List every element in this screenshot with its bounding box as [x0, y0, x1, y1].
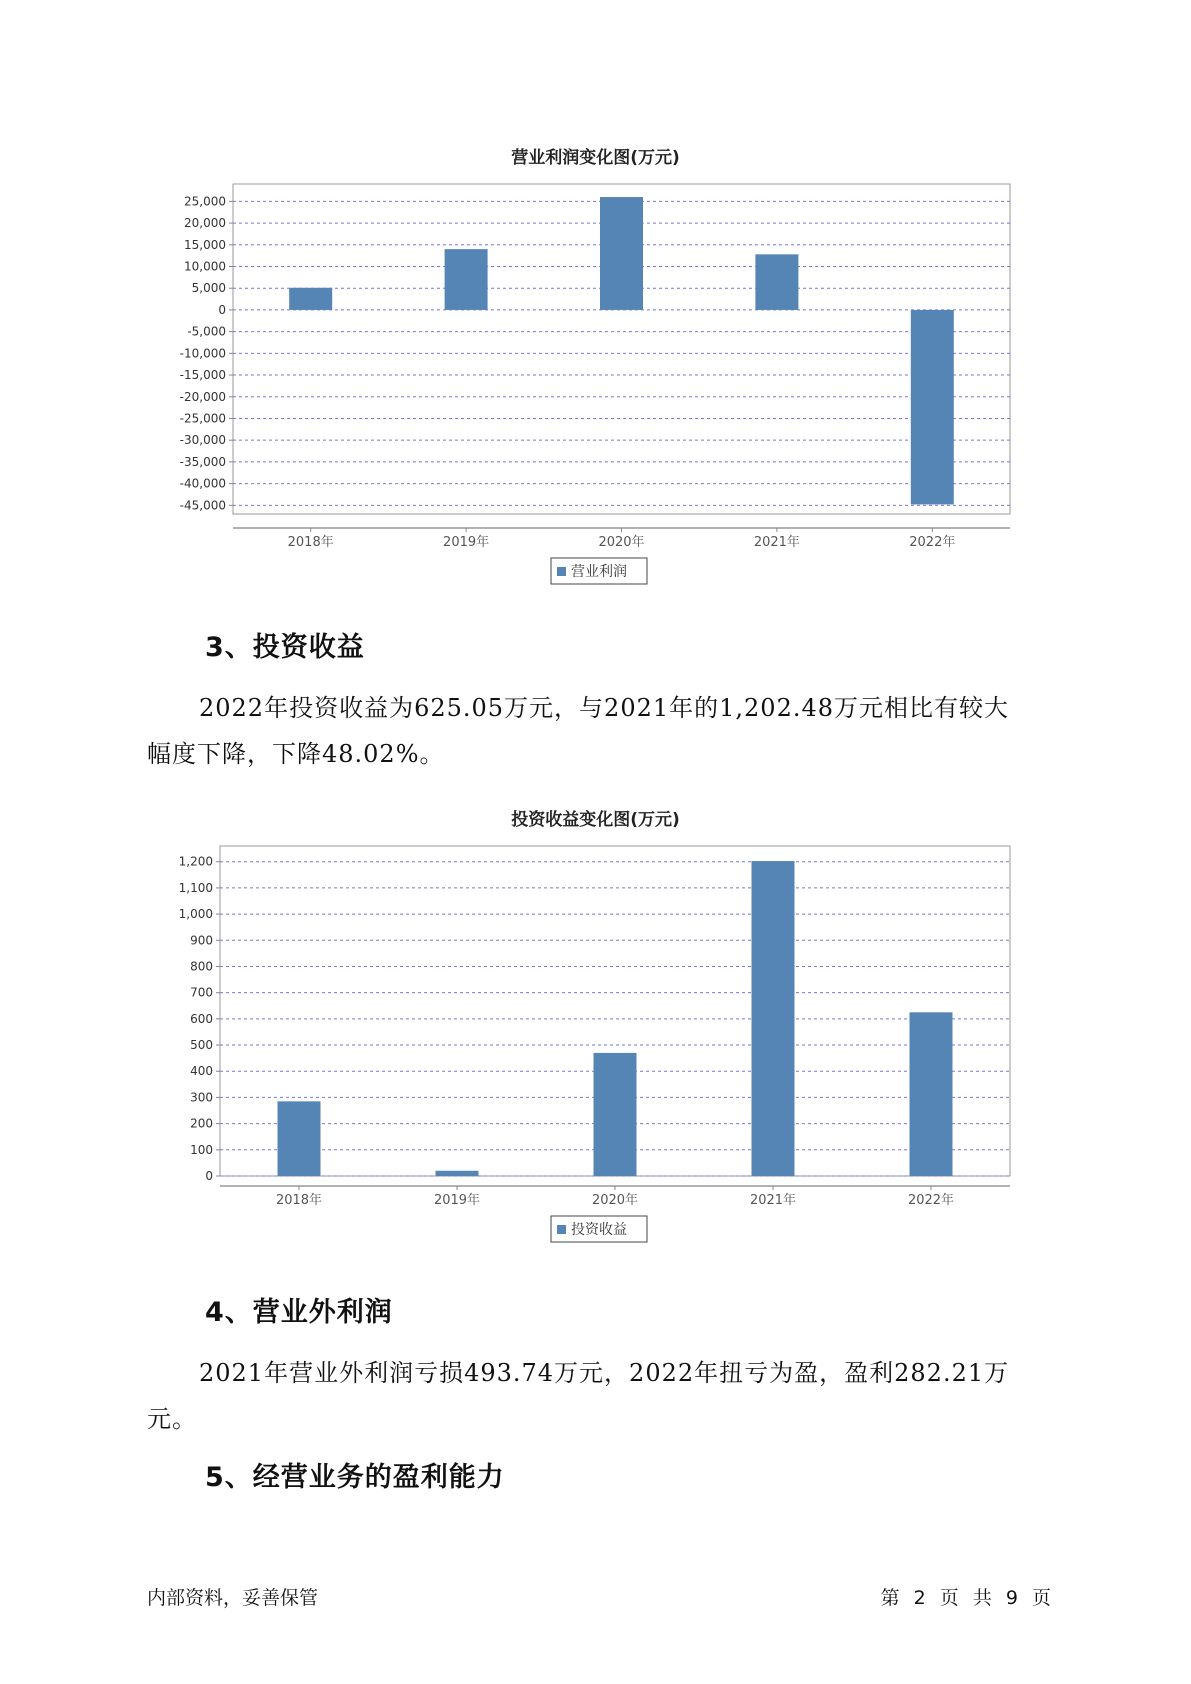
legend-swatch	[557, 1225, 566, 1234]
y-tick-label: 1,100	[178, 880, 213, 895]
y-tick-label: -25,000	[179, 411, 226, 426]
footer-page-number: 第 2 页 共 9 页	[880, 1587, 1051, 1609]
y-tick-label: -30,000	[179, 433, 226, 448]
bar	[911, 310, 954, 505]
y-tick-label: 100	[190, 1142, 213, 1157]
x-tick-label: 2022年	[907, 1193, 955, 1208]
bar	[594, 1053, 637, 1176]
y-tick-label: 0	[218, 302, 226, 317]
x-tick-label: 2022年	[909, 535, 956, 550]
section-heading-business-profitability: 5、经营业务的盈利能力	[205, 1462, 505, 1493]
x-tick-label: 2020年	[591, 1193, 639, 1208]
paragraph-line: 2022年投资收益为625.05万元，与2021年的1,202.48万元相比有较大	[199, 694, 1010, 722]
paragraph-non-operating-profit	[147, 1350, 1047, 1442]
y-tick-label: -15,000	[179, 368, 226, 383]
bar	[600, 197, 643, 310]
y-tick-label: 300	[190, 1090, 213, 1105]
legend-label: 投资收益	[571, 1222, 627, 1238]
bar	[755, 254, 798, 310]
legend-swatch	[557, 567, 566, 576]
chart-title-investment-income: 投资收益变化图(万元)	[511, 810, 680, 830]
legend-label: 营业利润	[571, 564, 627, 580]
y-tick-label: -10,000	[179, 346, 226, 361]
y-tick-label: 500	[190, 1038, 213, 1053]
paragraph-line: 元。	[147, 1405, 197, 1433]
x-tick-label: 2018年	[275, 1193, 323, 1208]
paragraph-line: 2021年营业外利润亏损493.74万元，2022年扭亏为盈，盈利282.21万	[199, 1359, 1010, 1387]
y-tick-label: -45,000	[179, 498, 226, 513]
y-tick-label: 20,000	[184, 216, 226, 231]
section-heading-investment-income: 3、投资收益	[205, 632, 365, 663]
bar	[289, 288, 332, 310]
paragraph-line: 幅度下降，下降48.02%。	[147, 740, 445, 768]
y-tick-label: -40,000	[179, 476, 226, 491]
chart-title-operating-profit: 营业利润变化图(万元)	[511, 148, 680, 168]
y-tick-label: 0	[205, 1169, 213, 1183]
bar	[436, 1171, 479, 1176]
bar	[445, 249, 488, 310]
bar	[752, 861, 795, 1176]
section-heading-non-operating-profit: 4、营业外利润	[205, 1297, 393, 1328]
x-tick-label: 2019年	[443, 535, 490, 550]
y-tick-label: 25,000	[184, 194, 226, 209]
x-tick-label: 2021年	[753, 535, 800, 550]
y-tick-label: 200	[190, 1116, 213, 1131]
y-tick-label: -5,000	[187, 324, 226, 339]
x-tick-label: 2018年	[287, 535, 334, 550]
y-tick-label: 400	[190, 1064, 213, 1079]
y-tick-label: 15,000	[184, 237, 226, 252]
y-tick-label: 5,000	[191, 281, 226, 296]
y-tick-label: 900	[190, 933, 213, 948]
y-tick-label: 10,000	[184, 259, 226, 274]
y-tick-label: 600	[190, 1011, 213, 1026]
y-tick-label: 800	[190, 959, 213, 974]
y-tick-label: 1,000	[178, 907, 213, 922]
y-tick-label: 1,200	[178, 854, 213, 869]
paragraph-investment-income	[147, 685, 1047, 777]
x-tick-label: 2020年	[598, 535, 645, 550]
y-tick-label: -20,000	[179, 389, 226, 404]
investment-income-chart	[0, 835, 1191, 1250]
y-tick-label: 700	[190, 985, 213, 1000]
footer-confidential-note: 内部资料，妥善保管	[147, 1587, 319, 1609]
bar	[910, 1012, 953, 1176]
x-tick-label: 2021年	[749, 1193, 797, 1208]
x-tick-label: 2019年	[433, 1193, 481, 1208]
bar	[278, 1101, 321, 1176]
y-tick-label: -35,000	[179, 454, 226, 469]
operating-profit-chart	[0, 170, 1191, 590]
